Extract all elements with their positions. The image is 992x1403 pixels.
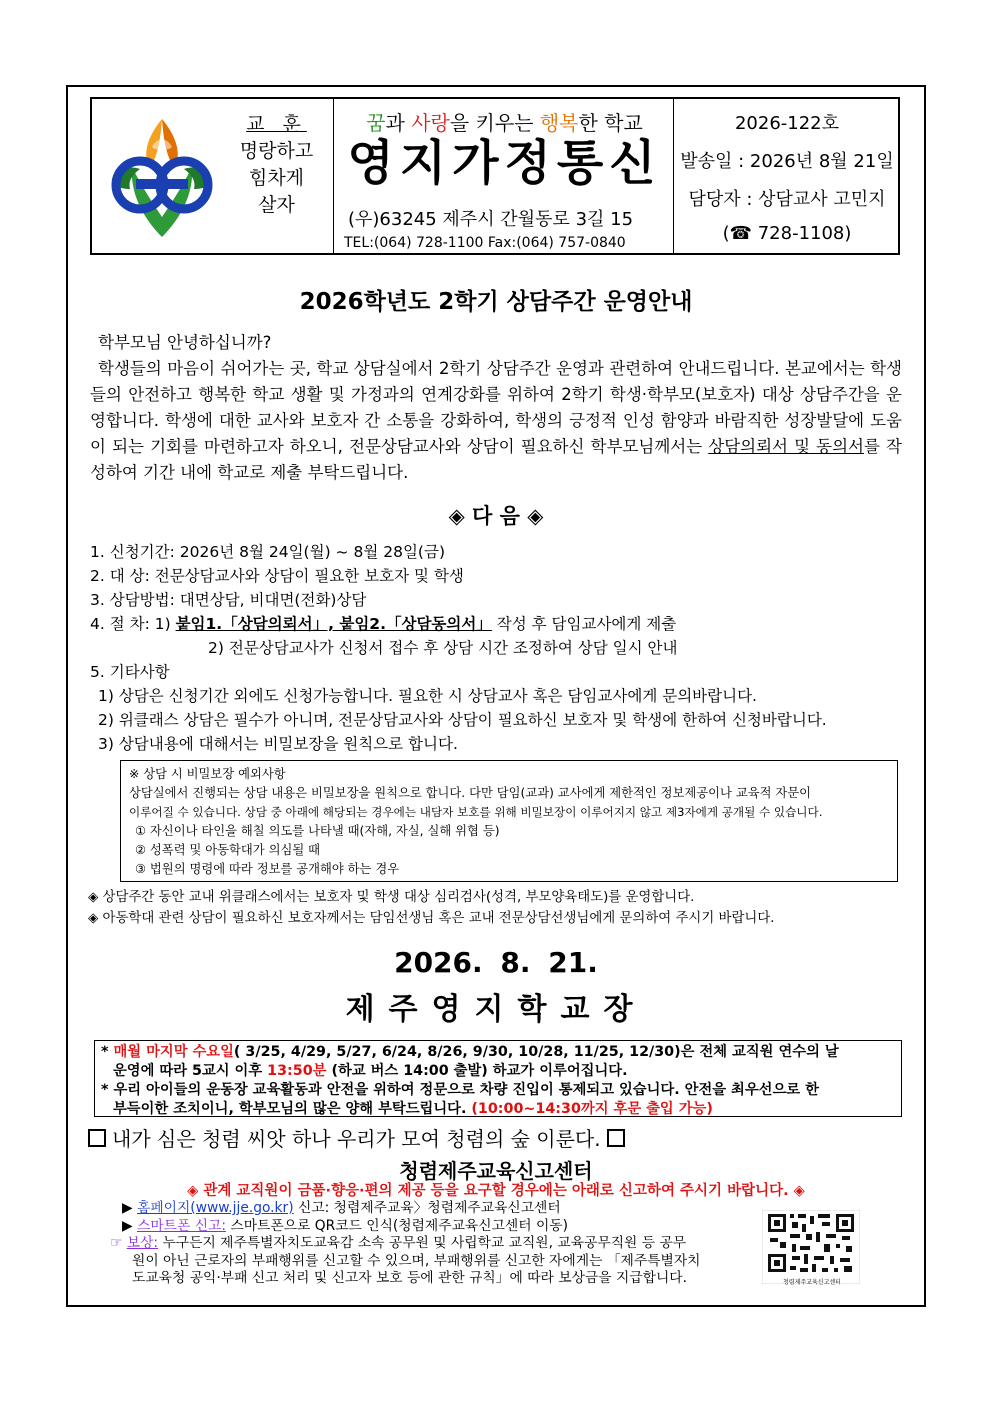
notice-text: * (101, 1044, 114, 1060)
school-logo-cell (92, 99, 334, 253)
motto-title: 교 훈 (246, 113, 307, 135)
motto-line: 명랑하고 (239, 140, 314, 162)
intro-body (90, 356, 902, 486)
notice-line (101, 1043, 895, 1062)
notice-highlight: 매월 마지막 수요일 (113, 1044, 234, 1060)
procedure-attachments: 붙임1.「상담의뢰서」, 붙임2.「상담동의서」 (175, 615, 492, 633)
report-text: 스마트폰으로 QR코드 인식(청렴제주교육신고센터 이동) (226, 1217, 568, 1234)
notice-line (101, 1100, 895, 1119)
confidentiality-exceptions-box (120, 760, 898, 882)
etc-line: 3) 상담내용에 대해서는 비밀보장을 원칙으로 합니다. (98, 735, 458, 753)
box-case: ③ 법원의 명령에 따라 정보를 공개해야 하는 경우 (135, 862, 400, 876)
item-etc: 5. 기타사항 (90, 663, 170, 681)
document-title: 2026학년도 2학기 상담주간 운영안내 (299, 289, 693, 315)
greeting: 학부모님 안녕하십니까? (98, 333, 272, 352)
intro-text: 학생들의 마음이 쉬어가는 곳, 학교 상담실에서 2학기 상담주간 운영과 관련하여 안내드립니다. 본교에서는 학생들의 안전하고 행복한 학교 생활 및 가정과의 연계강화를 위하여 2학기 학생·학부모(보호자) 대상 상담주간을 운영합니다. 학생에 대한 교사와 보호자 간 소통을 강화하여, 학생의 긍정적 인성 함양과 바람직한 성장발달에 도움이 되는 기회를 마련하고자 하오니, 전문상담교사와 상담이 필요하신 학부모님께서는 (90, 359, 902, 456)
item-procedure-2: 2) 전문상담교사가 신청서 접수 후 상담 시간 조정하여 상담 일시 안내 (208, 639, 678, 657)
note-line: ◈ 상담주간 동안 교내 위클래스에서는 보호자 및 학생 대상 심리검사(성격, 부모양육태도)를 운영합니다. (88, 890, 695, 905)
procedure-label: 4. 절 차: 1) (90, 615, 176, 633)
note-line: ◈ 아동학대 관련 상담이 필요하신 보호자께서는 담임선생님 혹은 교내 전문상담선생님에게 문의하여 주시기 바랍니다. (88, 911, 775, 926)
item-procedure (90, 612, 900, 636)
box-line: 이루어질 수 있습니다. 상담 중 아래에 해당되는 경우에는 내담자 보호를 위해 비밀보장이 이루어지지 않고 제3자에게 공개될 수 있습니다. (129, 805, 823, 819)
notice-text: ( 3/25, 4/29, 5/27, 6/24, 8/26, 9/30, 10/28, 11/25, 12/30)은 전체 교직원 연수의 날 (233, 1044, 839, 1060)
report-smartphone (110, 1218, 750, 1236)
notice-line (101, 1062, 895, 1081)
slogan-part: 과 (385, 111, 412, 135)
report-text: 신고: 청렴제주교육〉청렴제주교육신고센터 (293, 1200, 561, 1216)
details-list (90, 540, 900, 756)
procedure-text: 작성 후 담임교사에게 제출 (491, 615, 677, 633)
box-case: ② 성폭력 및 아동학대가 의심될 때 (135, 843, 320, 857)
contact-person: 담당자 : 상담교사 고민지 (688, 189, 886, 210)
slogan-part: 꿈 (366, 111, 386, 135)
box-case: ① 자신이나 타인을 해칠 의도를 나타낼 때(자해, 자실, 실해 위협 등) (135, 824, 500, 838)
box-line: 상담실에서 진행되는 상담 내용은 비밀보장을 원칙으로 합니다. 다만 담임(교과) 교사에게 제한적인 정보제공이나 교육적 자문이 (129, 786, 812, 800)
report-reward (110, 1235, 750, 1253)
etc-line: 1) 상담은 신청기간 외에도 신청가능합니다. 필요한 시 상담교사 혹은 담임교사에게 문의바랍니다. (98, 687, 757, 705)
newsletter-header (90, 97, 900, 255)
slogan-part: 사랑 (411, 111, 450, 135)
notice-highlight: (10:00~14:30까지 후문 출입 가능) (471, 1101, 713, 1117)
report-text: 누구든지 제주특별자치도교육감 소속 공무원 및 사립학교 교직원, 교육공무직원 등 공무 (158, 1235, 687, 1251)
intro-paragraph (90, 330, 902, 486)
item-period: 1. 신청기간: 2026년 8월 24일(월) ~ 8월 28일(금) (90, 543, 445, 561)
arrow-right-icon: ▶ (122, 1200, 137, 1216)
school-logo (102, 117, 222, 239)
box-heading: ※ 상담 시 비밀보장 예외사항 (129, 767, 286, 781)
school-notice-box (94, 1040, 902, 1117)
slogan-part: 한 학교 (578, 111, 643, 135)
report-center-subtitle: ◈ 관계 교직원이 금품·향응·편의 제공 등을 요구할 경우에는 아래로 신고하여 주시기 바랍니다. ◈ (187, 1183, 805, 1199)
issue-info-cell (676, 99, 898, 253)
report-reward: 도교육청 공익·부패 신고 처리 및 신고자 보호 등에 관한 규칙」에 따라 보상금을 지급합니다. (132, 1270, 687, 1286)
school-address: (우)63245 제주시 간월동로 3길 15 (348, 209, 634, 230)
issue-date: 발송일 : 2026년 8월 21일 (680, 151, 894, 172)
motto-line: 힘차게 (248, 167, 305, 189)
next-heading: ◈ 다 음 ◈ (448, 504, 544, 528)
smartphone-label: 스마트폰 신고: (137, 1217, 227, 1234)
issue-date-footer: 2026. 8. 21. (394, 946, 598, 979)
arrow-right-icon: ▶ (122, 1217, 137, 1234)
report-homepage (110, 1200, 750, 1218)
title-cell (336, 99, 674, 253)
pointing-hand-icon: ☞ (110, 1235, 127, 1251)
notice-highlight: 13:50분 (267, 1063, 327, 1079)
notes (88, 887, 908, 929)
item-target: 2. 대 상: 전문상담교사와 상담이 필요한 보호자 및 학생 (90, 567, 464, 585)
report-reward: 원이 아닌 근로자의 부패행위를 신고할 수 있으며, 부패행위를 신고한 자에게는 「제주특별자치 (132, 1252, 701, 1269)
notice-text: 운영에 따라 5교시 이후 (113, 1063, 268, 1079)
intro-underlined: 상담의뢰서 및 동의서 (708, 437, 864, 456)
report-center-title: 청렴제주교육신고센터 (399, 1159, 593, 1183)
homepage-link[interactable]: 홈페이지(www.jje.go.kr) (137, 1200, 294, 1216)
notice-text: (하교 버스 14:00 출발) 하교가 이루어집니다. (326, 1063, 628, 1079)
qr-caption: 청렴제주교육신고센터 (783, 1279, 841, 1286)
item-method: 3. 상담방법: 대면상담, 비대면(전화)상담 (90, 591, 367, 609)
principal-signature: 제주영지학교장 (345, 992, 647, 1027)
contact-phone: (☎ 728-1108) (722, 223, 852, 244)
school-motto (224, 111, 329, 219)
intro-text: 를 작성하여 기간 내에 학교로 제출 부탁드립니다. (90, 437, 902, 482)
motto-line: 살자 (258, 194, 295, 216)
reward-label: 보상: (126, 1235, 159, 1251)
report-methods (110, 1200, 750, 1288)
notice-line: * 우리 아이들의 운동장 교육활동과 안전을 위하여 정문으로 차량 진입이 통제되고 있습니다. 안전을 최우선으로 한 (101, 1082, 819, 1098)
issue-number: 2026-122호 (734, 113, 840, 134)
checkbox-square-icon (88, 1129, 106, 1147)
school-slogan (336, 107, 673, 136)
notice-text: 부득이한 조치이니, 학부모님의 많은 양해 부탁드립니다. (113, 1101, 472, 1117)
etc-line: 2) 위클래스 상담은 필수가 아니며, 전문상담교사와 상담이 필요하신 보호자 및 학생에 한하여 신청바랍니다. (98, 711, 827, 729)
checkbox-square-icon (607, 1129, 625, 1147)
newsletter-title: 영지가정통신 (347, 135, 662, 191)
school-tel-fax: TEL:(064) 728-1100 Fax:(064) 757-0840 (344, 235, 626, 251)
slogan-part: 행복 (539, 111, 579, 135)
qr-code-icon[interactable] (762, 1210, 860, 1284)
integrity-slogan (82, 1123, 631, 1152)
slogan-part: 을 키우는 (449, 111, 540, 135)
integrity-slogan-text: 내가 심은 청렴 씨앗 하나 우리가 모여 청렴의 숲 이룬다. (112, 1127, 601, 1151)
